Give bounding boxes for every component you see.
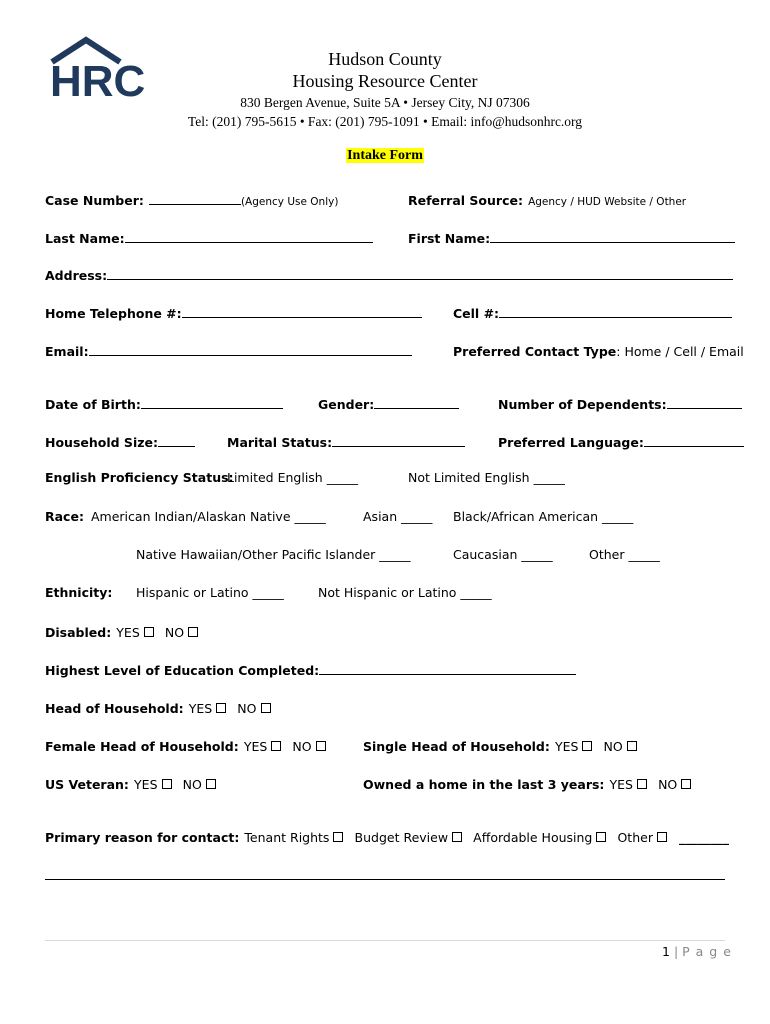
reason-housing-label: Affordable Housing <box>473 830 593 845</box>
dependents-label: Number of Dependents: <box>498 397 667 412</box>
email-label: Email: <box>45 344 89 359</box>
case-number-label: Case Number: <box>45 193 144 208</box>
single-head-yes-label: YES <box>554 739 579 754</box>
marital-status-label: Marital Status: <box>227 435 333 450</box>
race-other-option[interactable]: Other _____ <box>589 547 660 562</box>
single-head-row <box>363 736 643 755</box>
page-separator: | <box>673 944 679 959</box>
hispanic-option[interactable]: Hispanic or Latino _____ <box>136 585 284 600</box>
reason-housing-checkbox[interactable] <box>596 832 606 842</box>
address-label: Address: <box>45 268 108 283</box>
education-row <box>45 660 576 679</box>
veteran-label: US Veteran: <box>45 777 129 792</box>
primary-reason-row <box>45 827 729 846</box>
education-label: Highest Level of Education Completed: <box>45 663 320 678</box>
race-label: Race: <box>45 509 84 524</box>
preferred-language-label: Preferred Language: <box>498 435 644 450</box>
single-head-yes-checkbox[interactable] <box>582 741 592 751</box>
head-household-yes-label: YES <box>188 701 213 716</box>
not-hispanic-option[interactable]: Not Hispanic or Latino _____ <box>318 585 492 600</box>
dob-field[interactable] <box>141 397 283 409</box>
first-name-row <box>408 228 735 247</box>
home-phone-row <box>45 303 422 322</box>
first-name-field[interactable] <box>490 231 735 243</box>
agency-use-note: (Agency Use Only) <box>240 196 339 208</box>
veteran-no-checkbox[interactable] <box>206 779 216 789</box>
race-asian-option[interactable]: Asian _____ <box>363 509 433 524</box>
reason-other-field[interactable]: ________ <box>678 830 729 845</box>
cell-field[interactable] <box>499 306 732 318</box>
head-household-no-label: NO <box>237 701 257 716</box>
race-caucasian-option[interactable]: Caucasian _____ <box>453 547 553 562</box>
not-limited-english-option[interactable]: Not Limited English _____ <box>408 470 565 485</box>
gender-field[interactable] <box>374 397 459 409</box>
disabled-row <box>45 622 204 641</box>
form-title: Intake Form <box>347 148 423 163</box>
address-field[interactable] <box>107 268 733 280</box>
veteran-yes-label: YES <box>134 777 158 792</box>
reason-detail-line[interactable] <box>45 879 725 880</box>
limited-english-option[interactable]: Limited English _____ <box>227 470 358 485</box>
single-head-no-label: NO <box>603 739 623 754</box>
last-name-row <box>45 228 373 247</box>
head-household-label: Head of Household: <box>45 701 184 716</box>
disabled-no-label: NO <box>164 625 185 640</box>
household-size-label: Household Size: <box>45 435 158 450</box>
org-contact: Tel: (201) 795-5615 • Fax: (201) 795-1091 • Email: info@hudsonhrc.org <box>187 114 583 129</box>
first-name-label: First Name: <box>408 231 491 246</box>
reason-tenant-label: Tenant Rights <box>244 830 330 845</box>
disabled-yes-checkbox[interactable] <box>144 627 154 637</box>
page-number: 1 <box>662 944 670 959</box>
owned-home-label: Owned a home in the last 3 years: <box>363 777 605 792</box>
reason-other-label: Other <box>617 830 653 845</box>
dependents-row <box>498 394 742 413</box>
disabled-no-checkbox[interactable] <box>188 627 198 637</box>
primary-reason-label: Primary reason for contact: <box>45 830 240 845</box>
head-household-yes-checkbox[interactable] <box>216 703 226 713</box>
referral-source-label: Referral Source: <box>408 193 523 208</box>
english-proficiency-label: English Proficiency Status: <box>45 470 234 485</box>
last-name-label: Last Name: <box>45 231 125 246</box>
female-head-label: Female Head of Household: <box>45 739 239 754</box>
reason-budget-label: Budget Review <box>354 830 449 845</box>
home-phone-label: Home Telephone #: <box>45 306 182 321</box>
last-name-field[interactable] <box>125 231 373 243</box>
marital-status-field[interactable] <box>332 435 465 447</box>
reason-budget-checkbox[interactable] <box>452 832 462 842</box>
household-size-row <box>45 432 195 451</box>
single-head-no-checkbox[interactable] <box>627 741 637 751</box>
marital-status-row <box>227 432 465 451</box>
gender-row <box>318 394 459 413</box>
race-american-indian-option[interactable]: American Indian/Alaskan Native _____ <box>91 509 326 524</box>
logo-text: HRC <box>50 57 146 100</box>
preferred-language-row <box>498 432 744 451</box>
dob-label: Date of Birth: <box>45 397 141 412</box>
ethnicity-label: Ethnicity: <box>45 585 113 600</box>
preferred-language-field[interactable] <box>644 435 744 447</box>
page-footer <box>662 944 732 959</box>
org-address: 830 Bergen Avenue, Suite 5A • Jersey City, NJ 07306 <box>240 95 530 110</box>
female-head-no-checkbox[interactable] <box>316 741 326 751</box>
case-number-row <box>45 190 338 209</box>
race-hawaiian-option[interactable]: Native Hawaiian/Other Pacific Islander _____ <box>136 547 411 562</box>
female-head-no-label: NO <box>292 739 312 754</box>
referral-options: Agency / HUD Website / Other <box>528 196 687 208</box>
disabled-yes-label: YES <box>116 625 140 640</box>
preferred-contact-options: : Home / Cell / Email <box>616 344 744 359</box>
case-number-field[interactable] <box>149 193 241 205</box>
owned-home-yes-checkbox[interactable] <box>637 779 647 789</box>
cell-label: Cell #: <box>453 306 500 321</box>
owned-home-yes-label: YES <box>609 777 633 792</box>
org-line1: Hudson County <box>328 49 442 69</box>
reason-tenant-checkbox[interactable] <box>333 832 343 842</box>
education-field[interactable] <box>319 663 576 675</box>
veteran-no-label: NO <box>182 777 202 792</box>
reason-other-checkbox[interactable] <box>657 832 667 842</box>
female-head-yes-label: YES <box>243 739 268 754</box>
referral-row <box>408 190 686 209</box>
head-household-no-checkbox[interactable] <box>261 703 271 713</box>
female-head-row <box>45 736 332 755</box>
preferred-contact-label: Preferred Contact Type <box>453 344 617 359</box>
veteran-yes-checkbox[interactable] <box>162 779 172 789</box>
dependents-field[interactable] <box>667 397 742 409</box>
household-size-field[interactable] <box>158 435 195 447</box>
race-black-option[interactable]: Black/African American _____ <box>453 509 634 524</box>
org-line2: Housing Resource Center <box>292 71 478 91</box>
owned-home-no-checkbox[interactable] <box>681 779 691 789</box>
footer-divider <box>45 940 725 941</box>
female-head-yes-checkbox[interactable] <box>271 741 281 751</box>
disabled-label: Disabled: <box>45 625 112 640</box>
email-row <box>45 341 412 360</box>
owned-home-no-label: NO <box>658 777 678 792</box>
gender-label: Gender: <box>318 397 375 412</box>
head-household-row <box>45 698 277 717</box>
email-field[interactable] <box>89 344 412 356</box>
single-head-label: Single Head of Household: <box>363 739 550 754</box>
page-word: P a g e <box>682 944 732 959</box>
veteran-row <box>45 774 222 793</box>
cell-row <box>453 303 732 322</box>
address-row <box>45 265 733 284</box>
owned-home-row <box>363 774 697 793</box>
home-phone-field[interactable] <box>182 306 422 318</box>
preferred-contact-row <box>453 341 744 360</box>
dob-row <box>45 394 283 413</box>
